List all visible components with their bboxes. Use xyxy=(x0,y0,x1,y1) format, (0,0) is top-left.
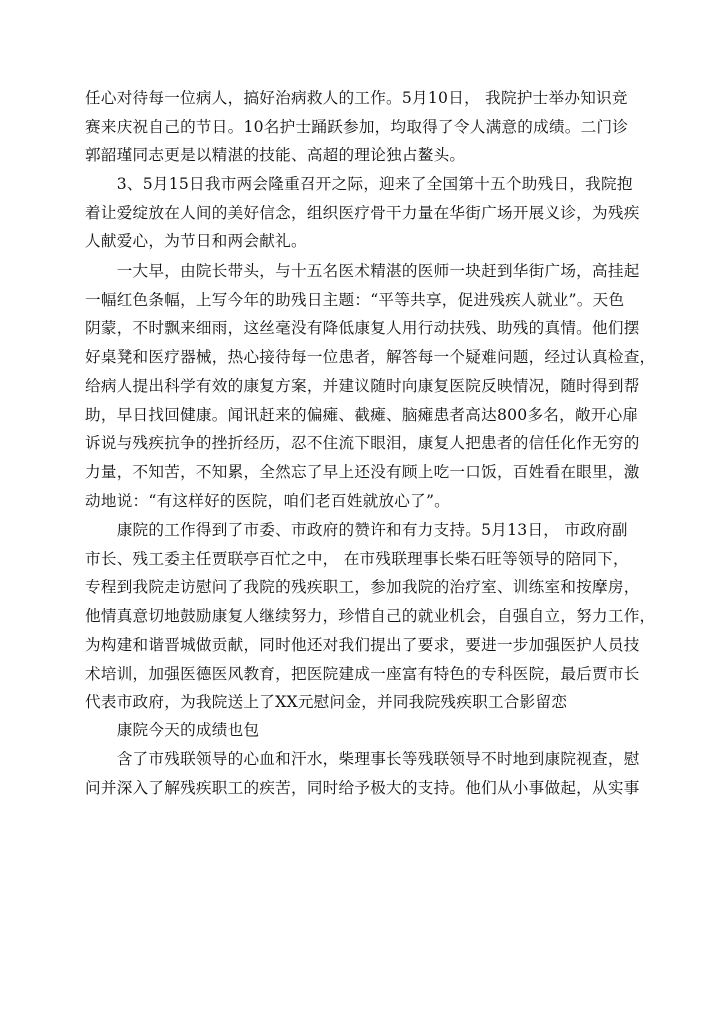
text-line: 动地说：“有这样好的医院，咱们老百姓就放心了”。 xyxy=(85,491,451,510)
paragraph-disability-day xyxy=(85,170,645,256)
text-line: 3、5月15日我市两会隆重召开之际，迎来了全国第十五个助残日，我院抱 xyxy=(85,175,633,193)
text-line: 一幅红色条幅，上写今年的助残日主题：“平等共享，促进残疾人就业”。天色 xyxy=(85,290,625,309)
text-line: 给病人提出科学有效的康复方案，并建议随时向康复医院反映情况，随时得到帮 xyxy=(85,376,640,395)
text-line: 好桌凳和医疗器械，热心接待每一位患者，解答每一个疑难问题，经过认真检查， xyxy=(85,348,656,367)
text-line: 赛来庆祝自己的节日。10名护士踊跃参加，均取得了令人满意的成绩。二门诊 xyxy=(85,117,629,136)
text-line: 问并深入了解残疾职工的疾苦，同时给予极大的支持。他们从小事做起，从实事 xyxy=(85,778,640,797)
text-line: 市长、残工委主任贾联亭百忙之中， 在市残联理事长柴石旺等领导的陪同下， xyxy=(85,549,629,568)
paragraph-government-support xyxy=(85,516,656,717)
text-line: 术培训，加强医德医风教育，把医院建成一座富有特色的专科医院，最后贾市长 xyxy=(85,664,640,683)
text-line: 力量，不知苦，不知累，全然忘了早上还没有顾上吃一口饭，百姓看在眼里，激 xyxy=(85,462,640,481)
text-line: 含了市残联领导的心血和汗水，柴理事长等残联领导不时地到康院视查，慰 xyxy=(85,750,640,768)
text-line: 助，早日找回健康。闻讯赶来的偏瘫、截瘫、脑瘫患者高达800多名，敞开心扉 xyxy=(85,405,639,424)
text-line: 着让爱绽放在人间的美好信念，组织医疗骨干力量在华街广场开展义诊，为残疾 xyxy=(85,203,640,222)
text-line: 诉说与残疾抗争的挫折经历，忍不住流下眼泪，康复人把患者的信任化作无穷的 xyxy=(85,434,640,453)
paragraph-achievements-heading xyxy=(85,716,645,745)
text-line: 人献爱心，为节日和两会献礼。 xyxy=(85,232,307,251)
text-line: 代表市政府，为我院送上了XX元慰问金，并同我院残疾职工合影留恋 xyxy=(85,693,568,712)
text-line: 康院今天的成绩也包 xyxy=(85,721,260,739)
text-line: 任心对待每一位病人，搞好治病救人的工作。5月10日， 我院护士举办知识竞 xyxy=(85,89,628,107)
text-line: 他情真意切地鼓励康复人继续努力，珍惜自己的就业机会，自强自立，努力工作， xyxy=(85,607,656,626)
text-line: 为构建和谐晋城做贡献，同时他还对我们提出了要求，要进一步加强医护人员技 xyxy=(85,635,640,654)
text-line: 郭韶瑾同志更是以精湛的技能、高超的理论独占鳌头。 xyxy=(85,146,466,165)
text-line: 阴蒙，不时飘来细雨，这丝毫没有降低康复人用行动扶残、助残的真情。他们摆 xyxy=(85,319,640,338)
paragraph-free-clinic xyxy=(85,257,656,515)
paragraph-federation-care xyxy=(85,745,645,802)
paragraph-nurses-contest xyxy=(85,84,645,170)
text-line: 一大早，由院长带头，与十五名医术精湛的医师一块赶到华街广场，高挂起 xyxy=(85,262,640,280)
text-line: 专程到我院走访慰问了我院的残疾职工，参加我院的治疗室、训练室和按摩房， xyxy=(85,578,640,597)
text-line: 康院的工作得到了市委、市政府的赞许和有力支持。5月13日， 市政府副 xyxy=(85,521,628,539)
